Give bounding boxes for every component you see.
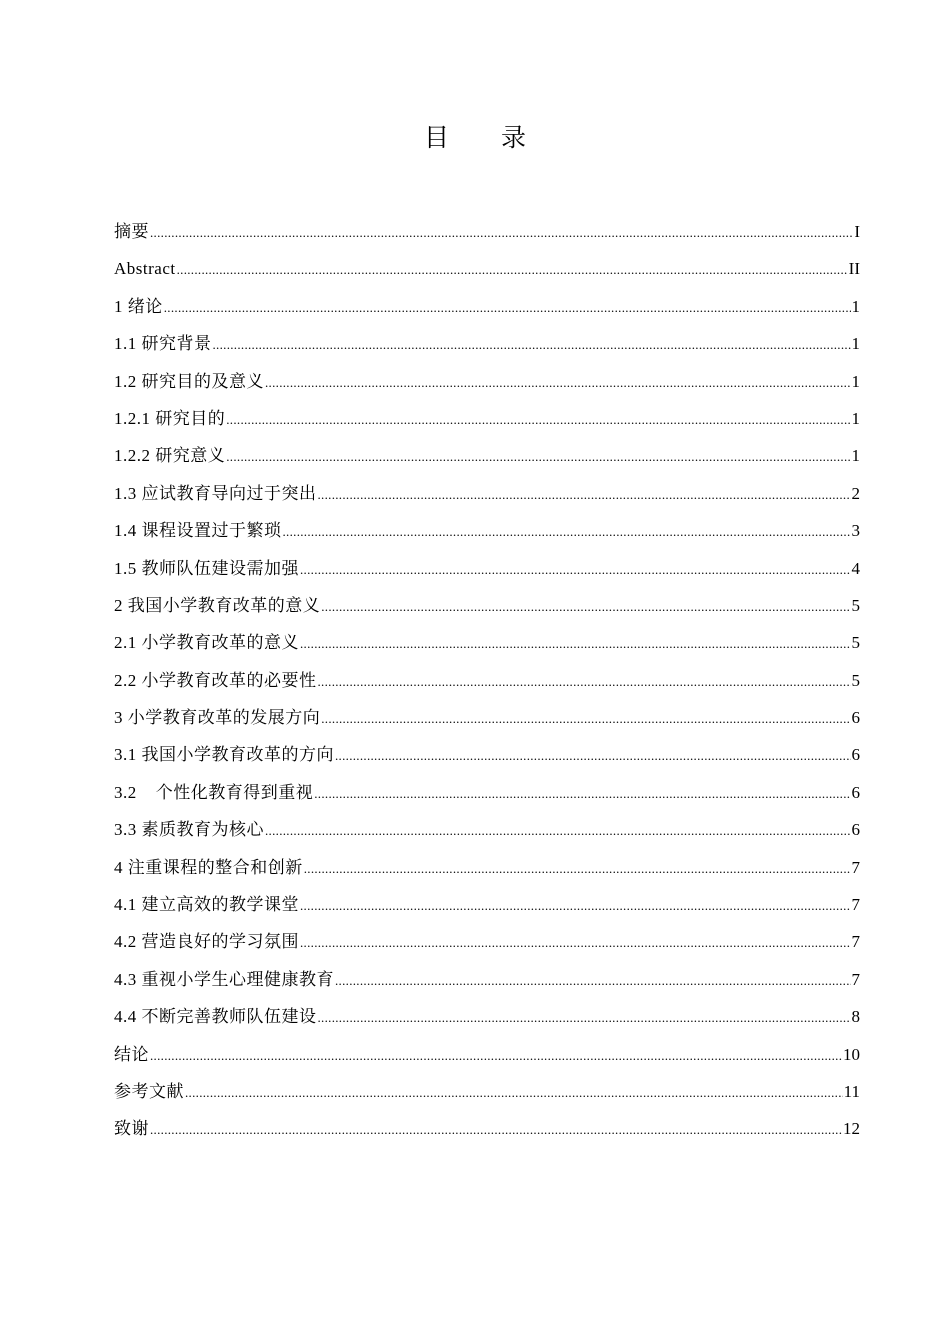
toc-dot-leader	[177, 251, 848, 288]
toc-entry-label: 结论	[114, 1044, 149, 1064]
toc-entry-4[interactable]	[114, 849, 860, 886]
toc-entry-label: 4.1 建立高效的教学课堂	[114, 895, 299, 915]
toc-dot-leader	[321, 700, 850, 737]
toc-entry-label: 1.1 研究背景	[114, 334, 212, 354]
toc-entry-page: 6	[851, 782, 860, 802]
toc-entry-page: 8	[851, 1007, 860, 1027]
toc-entry-label: 1.3 应试教育导向过于突出	[114, 483, 317, 503]
toc-entry-abstract-en[interactable]	[114, 250, 860, 287]
toc-dot-leader	[226, 438, 850, 475]
toc-entry-page: 3	[851, 521, 860, 541]
toc-dot-leader	[304, 850, 851, 887]
toc-entry-page: 1	[851, 296, 860, 316]
toc-entry-label: 2 我国小学教育改革的意义	[114, 595, 321, 615]
toc-entry-label: 3.3 素质教育为核心	[114, 820, 264, 840]
toc-dot-leader	[226, 401, 850, 438]
toc-dot-leader	[300, 924, 851, 961]
toc-entry-label: 1.5 教师队伍建设需加强	[114, 558, 299, 578]
toc-entry-1[interactable]	[114, 288, 860, 325]
toc-entry-page: 6	[851, 820, 860, 840]
toc-dot-leader	[314, 775, 850, 812]
toc-entry-page: 6	[851, 708, 860, 728]
toc-entry-3-2[interactable]	[114, 774, 860, 811]
toc-entry-label: 4.4 不断完善教师队伍建设	[114, 1007, 317, 1027]
toc-entry-2-1[interactable]	[114, 624, 860, 661]
toc-entry-1-2-2[interactable]	[114, 437, 860, 474]
toc-entry-page: 5	[851, 595, 860, 615]
toc-dot-leader	[150, 214, 853, 251]
toc-entry-1-5[interactable]	[114, 550, 860, 587]
toc-entry-label: Abstract	[114, 259, 176, 279]
toc-dot-leader	[150, 1111, 842, 1148]
toc-entry-4-1[interactable]	[114, 886, 860, 923]
toc-entry-label: 1.2 研究目的及意义	[114, 371, 264, 391]
toc-dot-leader	[321, 588, 850, 625]
page-title: 目 录	[424, 123, 548, 152]
toc-entry-conclusion[interactable]	[114, 1036, 860, 1073]
toc-entry-page: 12	[843, 1119, 860, 1139]
toc-dot-leader	[213, 326, 851, 363]
toc-dot-leader	[150, 1037, 842, 1074]
toc-entry-label: 1 绪论	[114, 296, 163, 316]
toc-entry-2-2[interactable]	[114, 662, 860, 699]
toc-dot-leader	[300, 887, 851, 924]
toc-entry-label: 3.2 个性化教育得到重视	[114, 782, 314, 802]
toc-entry-label: 1.4 课程设置过于繁琐	[114, 521, 282, 541]
toc-entry-page: 10	[843, 1044, 860, 1064]
toc-entry-label: 2.1 小学教育改革的意义	[114, 633, 299, 653]
toc-entry-acknowledgements[interactable]	[114, 1110, 860, 1147]
toc-dot-leader	[318, 476, 851, 513]
toc-entry-page: 7	[851, 932, 860, 952]
toc-dot-leader	[300, 625, 851, 662]
toc-entry-label: 2.2 小学教育改革的必要性	[114, 670, 317, 690]
toc-entry-page: 7	[851, 857, 860, 877]
toc-dot-leader	[335, 962, 851, 999]
toc-entry-page: 7	[851, 895, 860, 915]
toc-entry-label: 参考文献	[114, 1081, 184, 1101]
toc-dot-leader	[318, 663, 851, 700]
toc-entry-page: 1	[851, 334, 860, 354]
toc-entry-page: 11	[843, 1081, 860, 1101]
toc-entry-label: 3.1 我国小学教育改革的方向	[114, 745, 334, 765]
toc-entry-label: 3 小学教育改革的发展方向	[114, 708, 321, 728]
toc-dot-leader	[335, 737, 851, 774]
toc-entry-3-3[interactable]	[114, 811, 860, 848]
toc-entry-4-4[interactable]	[114, 998, 860, 1035]
toc-dot-leader	[265, 812, 851, 849]
toc-entry-label: 1.2.2 研究意义	[114, 446, 226, 466]
toc-entry-references[interactable]	[114, 1073, 860, 1110]
toc-entry-page: 1	[851, 371, 860, 391]
toc-dot-leader	[185, 1074, 843, 1111]
toc-entry-label: 4.3 重视小学生心理健康教育	[114, 969, 334, 989]
toc-dot-leader	[318, 999, 851, 1036]
toc-entry-label: 4.2 营造良好的学习氛围	[114, 932, 299, 952]
toc-dot-leader	[265, 364, 851, 401]
toc-entry-2[interactable]	[114, 587, 860, 624]
toc-entry-3[interactable]	[114, 699, 860, 736]
toc-entry-label: 4 注重课程的整合和创新	[114, 857, 303, 877]
toc-entry-page: 5	[851, 670, 860, 690]
toc-entry-1-2[interactable]	[114, 363, 860, 400]
toc-entry-page: 4	[851, 558, 860, 578]
table-of-contents	[114, 213, 860, 1148]
toc-entry-page: 2	[851, 483, 860, 503]
toc-entry-1-3[interactable]	[114, 475, 860, 512]
toc-dot-leader	[300, 551, 851, 588]
toc-entry-page: 7	[851, 969, 860, 989]
toc-entry-page: 1	[851, 446, 860, 466]
toc-entry-page: 6	[851, 745, 860, 765]
toc-dot-leader	[164, 289, 851, 326]
toc-entry-1-1[interactable]	[114, 325, 860, 362]
toc-entry-page: II	[848, 259, 860, 279]
toc-dot-leader	[283, 513, 851, 550]
toc-entry-1-2-1[interactable]	[114, 400, 860, 437]
toc-entry-label: 致谢	[114, 1119, 149, 1139]
toc-entry-page: 1	[851, 408, 860, 428]
toc-entry-4-2[interactable]	[114, 923, 860, 960]
toc-entry-page: 5	[851, 633, 860, 653]
toc-entry-3-1[interactable]	[114, 736, 860, 773]
toc-entry-label: 1.2.1 研究目的	[114, 408, 226, 428]
toc-entry-4-3[interactable]	[114, 961, 860, 998]
toc-entry-1-4[interactable]	[114, 512, 860, 549]
toc-entry-abstract-cn[interactable]	[114, 213, 860, 250]
toc-entry-label: 摘要	[114, 222, 149, 241]
toc-entry-page: I	[854, 222, 860, 241]
